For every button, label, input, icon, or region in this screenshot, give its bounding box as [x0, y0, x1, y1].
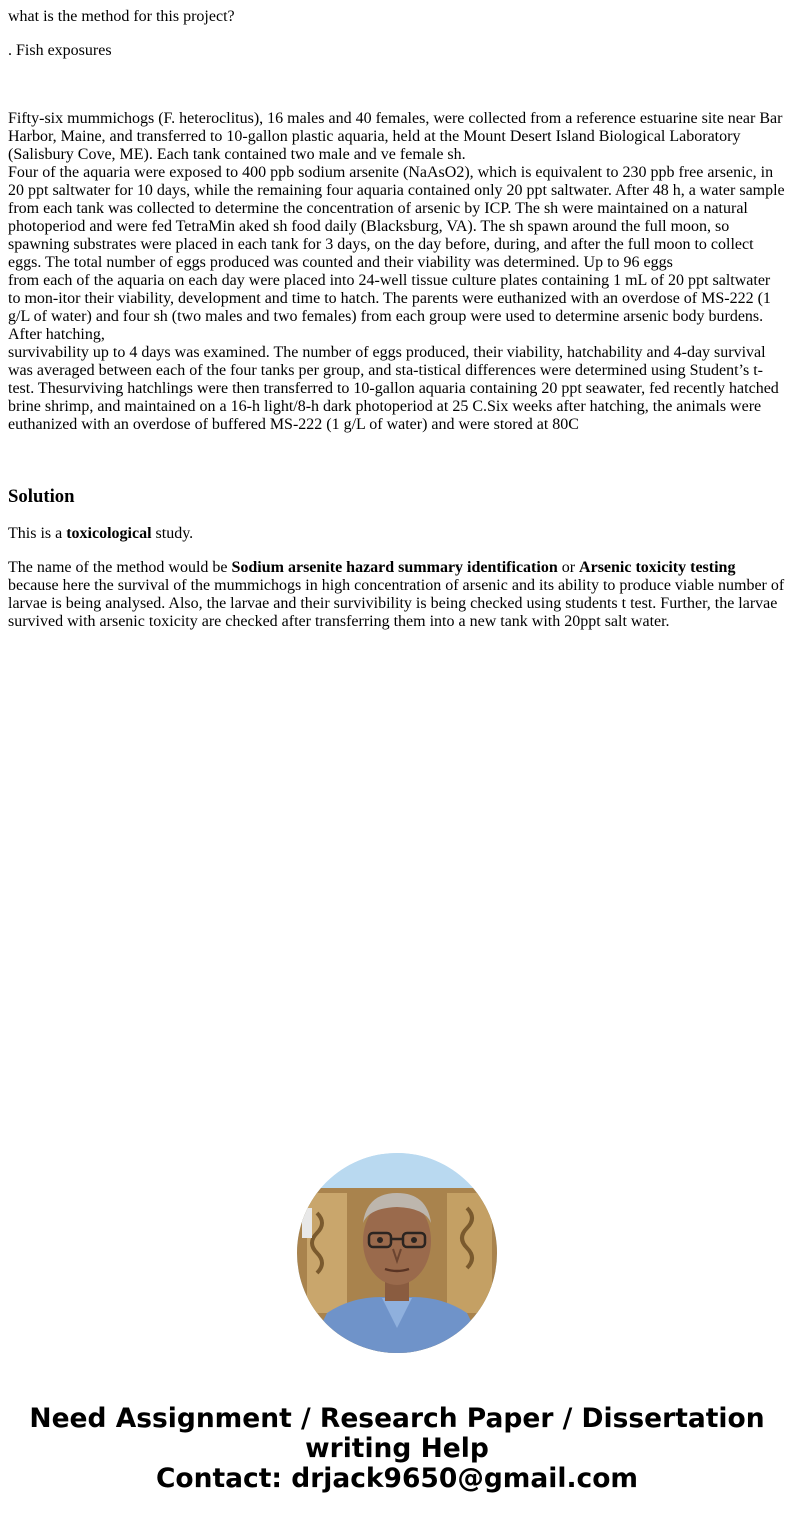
- solution-text: study.: [151, 525, 194, 542]
- promo-banner: [0, 1404, 794, 1494]
- promo-line: Need Assignment / Research Paper / Dissertation: [29, 1403, 765, 1434]
- solution-paragraph-2: [8, 559, 786, 631]
- question-body: [8, 110, 786, 434]
- author-avatar: [297, 1153, 497, 1353]
- solution-text: or: [557, 559, 580, 576]
- solution-bold-term: Arsenic toxicity testing: [579, 559, 736, 576]
- question-paragraph: Four of the aquaria were exposed to 400 ppb sodium arsenite (NaAsO2), which is equivalent to 230 ppb free arsenic, in 20 ppt saltwater for 10 days, while the remaining four aquaria contained only 20 ppt saltwater. After 48 h, a water sample from each tank was collected to determine the concentration of arsenic by ICP. The sh were maintained on a natural photoperiod and were fed TetraMin aked sh food daily (Blacksburg, VA). The sh spawn around the full moon, so spawning substrates were placed in each tank for 3 days, on the day before, during, and after the full moon to collect eggs. The total number of eggs produced was counted and their viability was determined. Up to 96 eggs: [8, 164, 785, 271]
- question-paragraph: survivability up to 4 days was examined. The number of eggs produced, their viability, hatchability and 4-day survival was averaged between each of the four tanks per group, and sta-tistical differences were determined using Student’s t-test. Thesurviving hatchlings were then transferred to 10-gallon aquaria containing 20 ppt seawater, fed recently hatched brine shrimp, and maintained on a 16-h light/8-h dark photoperiod at 25 C.Six weeks after hatching, the animals were euthanized with an overdose of buffered MS-222 (1 g/L of water) and were stored at 80C: [8, 344, 779, 433]
- solution-text: The name of the method would be: [8, 559, 232, 576]
- solution-bold-term: Sodium arsenite hazard summary identification: [231, 559, 558, 576]
- solution-text: because here the survival of the mummichogs in high concentration of arsenic and its ability to produce viable number of larvae is being analysed. Also, the larvae and their survivibility is being checked using students t test. Further, the larvae survived with arsenic toxicity are checked after transferring them into a new tank with 20ppt salt water.: [8, 577, 785, 630]
- solution-heading: Solution: [8, 486, 75, 507]
- question-title: what is the method for this project?: [8, 8, 235, 25]
- question-subtitle: . Fish exposures: [8, 42, 112, 59]
- promo-line: writing Help: [305, 1433, 489, 1464]
- solution-paragraph-1: [8, 525, 786, 543]
- solution-text: This is a: [8, 525, 67, 542]
- avatar-illustration: [297, 1153, 497, 1353]
- document-content: [8, 0, 786, 631]
- solution-bold-term: toxicological: [66, 525, 152, 542]
- question-paragraph: from each of the aquaria on each day were placed into 24-well tissue culture plates containing 1 mL of 20 ppt saltwater to mon-itor their viability, development and time to hatch. The parents were euthanized with an overdose of MS-222 (1 g/L of water) and four sh (two males and two females) from each group were used to determine arsenic body burdens. After hatching,: [8, 272, 771, 343]
- promo-contact: Contact: drjack9650@gmail.com: [155, 1463, 639, 1494]
- question-paragraph: Fifty-six mummichogs (F. heteroclitus), 16 males and 40 females, were collected from a reference estuarine site near Bar Harbor, Maine, and transferred to 10-gallon plastic aquaria, held at the Mount Desert Island Biological Laboratory (Salisbury Cove, ME). Each tank contained two male and ve female sh.: [8, 110, 783, 163]
